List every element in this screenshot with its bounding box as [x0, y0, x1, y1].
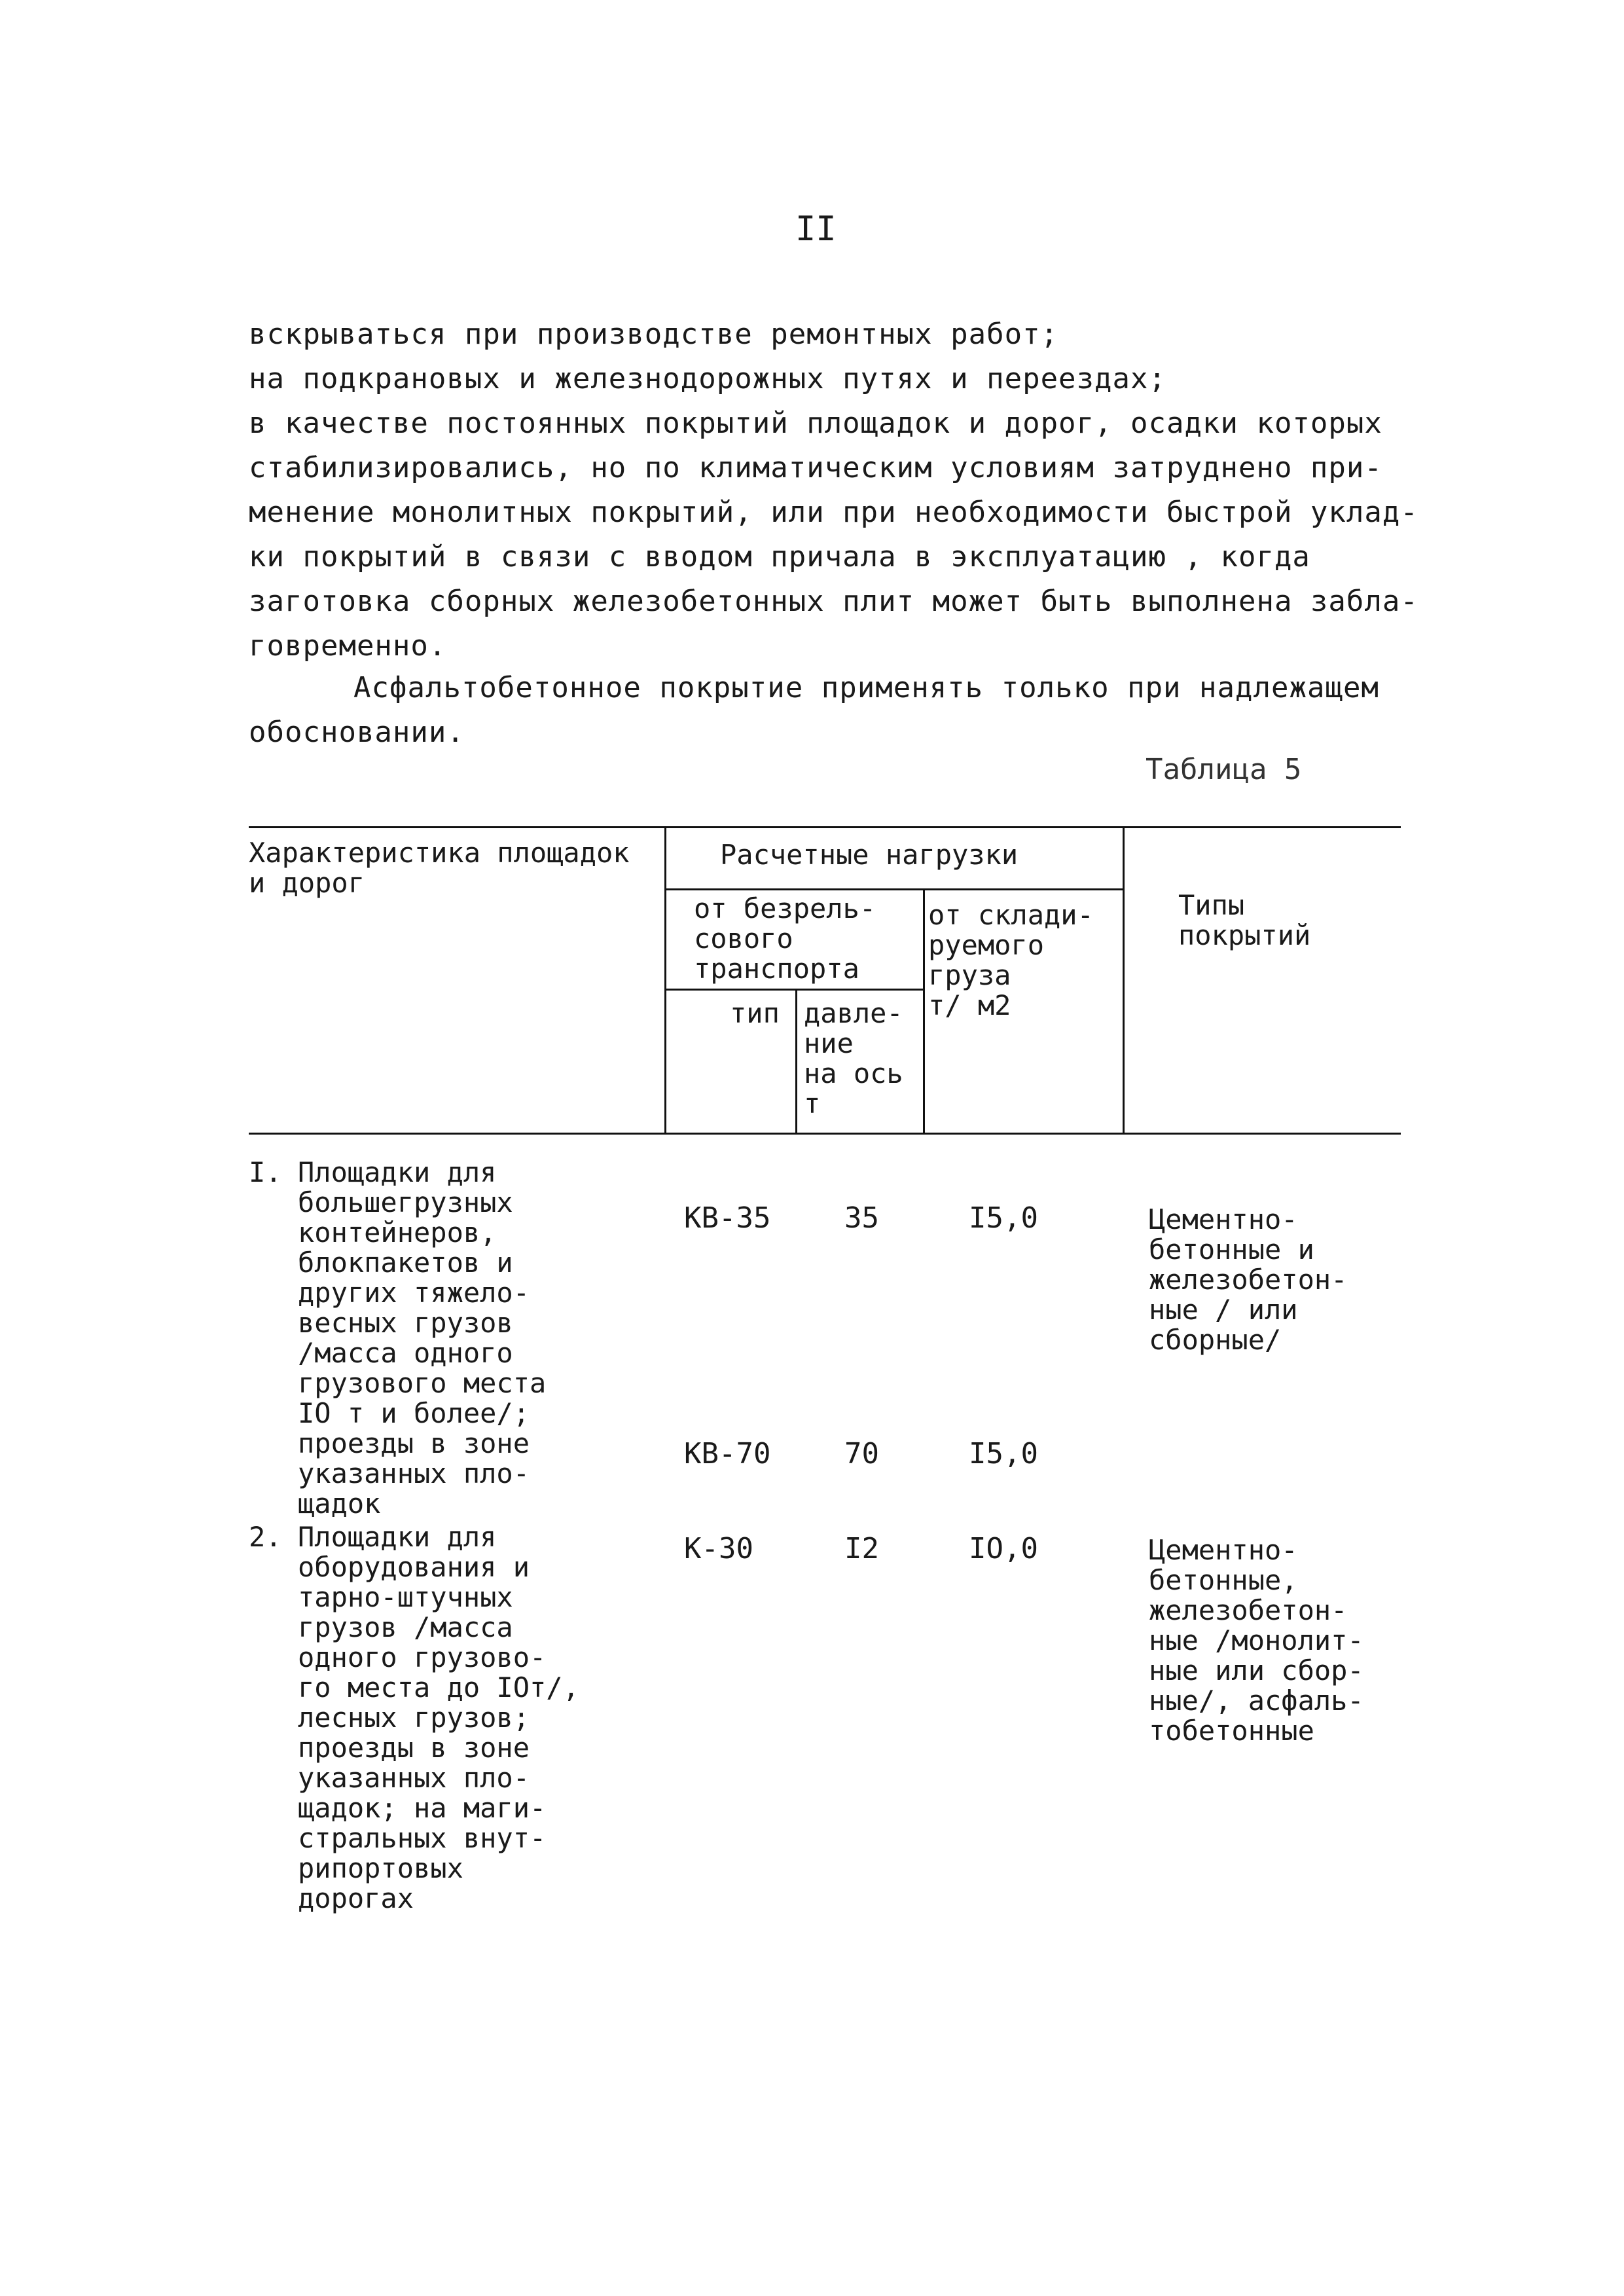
cargo-load: I5,0	[969, 1437, 1038, 1470]
row-index: 2.	[249, 1521, 282, 1553]
table-col-rule	[1123, 826, 1125, 1134]
text-line: обосновании.	[249, 716, 465, 749]
text-line: ки покрытий в связи с вводом причала в эксплуатацию , когда	[249, 540, 1310, 574]
page-number: II	[795, 210, 837, 249]
header-from-cargo: от склади- руемого груза т/ м2	[928, 899, 1094, 1021]
text-line: говременно.	[249, 629, 447, 663]
text-line: вскрываться при производстве ремонтных работ;	[249, 318, 1059, 351]
row-coating: Цементно- бетонные и железобетон- ные / или сборные/	[1149, 1203, 1348, 1356]
text-line: в качестве постоянных покрытий площадок и дорог, осадки которых	[249, 407, 1382, 440]
cargo-load: IO,0	[969, 1532, 1038, 1565]
header-characteristic: Характеристика площадок и дорог	[249, 837, 630, 899]
header-type: тип	[730, 997, 780, 1029]
row-characteristic: Площадки для оборудования и тарно-штучных грузов /масса одного грузово- го места до IOт/, лесных грузов; проезды в зоне указанных пло- щадок; на маги- стральных внут- рипортовых дорогах	[298, 1521, 579, 1914]
table-top-rule	[249, 826, 1401, 828]
transport-type: КВ-35	[684, 1201, 771, 1235]
transport-type: КВ-70	[684, 1437, 771, 1470]
row-characteristic: Площадки для большегрузных контейнеров, блокпакетов и других тяжело- весных грузов /масса одного грузового места IO т и более/; проезды в зоне указанных пло- щадок	[298, 1156, 547, 1520]
table-header-bottom-rule	[249, 1133, 1401, 1135]
table-rule	[664, 989, 923, 991]
header-from-transport: от безрель- сового транспорта	[694, 892, 876, 985]
table-col-rule	[923, 888, 925, 1134]
cargo-load: I5,0	[969, 1201, 1038, 1235]
row-coating: Цементно- бетонные, железобетон- ные /монолит- ные или сбор- ные/, асфаль- тобетонные	[1149, 1534, 1364, 1747]
text-line: стабилизировались, но по климатическим условиям затруднено при-	[249, 451, 1382, 484]
axle-pressure: 35	[844, 1201, 879, 1235]
table-col-rule	[664, 826, 666, 1134]
transport-type: К-30	[684, 1532, 753, 1565]
text-line: Асфальтобетонное покрытие применять только при надлежащем	[353, 671, 1379, 704]
table-rule	[664, 888, 1123, 890]
header-design-loads: Расчетные нагрузки	[720, 839, 1019, 871]
header-axle-pressure: давле- ние на ось т	[804, 997, 903, 1120]
header-coating-types: Типы покрытий	[1178, 889, 1311, 951]
text-line: заготовка сборных железобетонных плит может быть выполнена забла-	[249, 585, 1418, 618]
table-caption: Таблица 5	[1146, 753, 1302, 786]
text-line: менение монолитных покрытий, или при необходимости быстрой уклад-	[249, 496, 1418, 529]
row-index: I.	[249, 1156, 282, 1188]
text-line: на подкрановых и железнодорожных путях и переездах;	[249, 362, 1167, 395]
axle-pressure: I2	[844, 1532, 879, 1565]
table-col-rule	[795, 989, 797, 1134]
axle-pressure: 70	[844, 1437, 879, 1470]
